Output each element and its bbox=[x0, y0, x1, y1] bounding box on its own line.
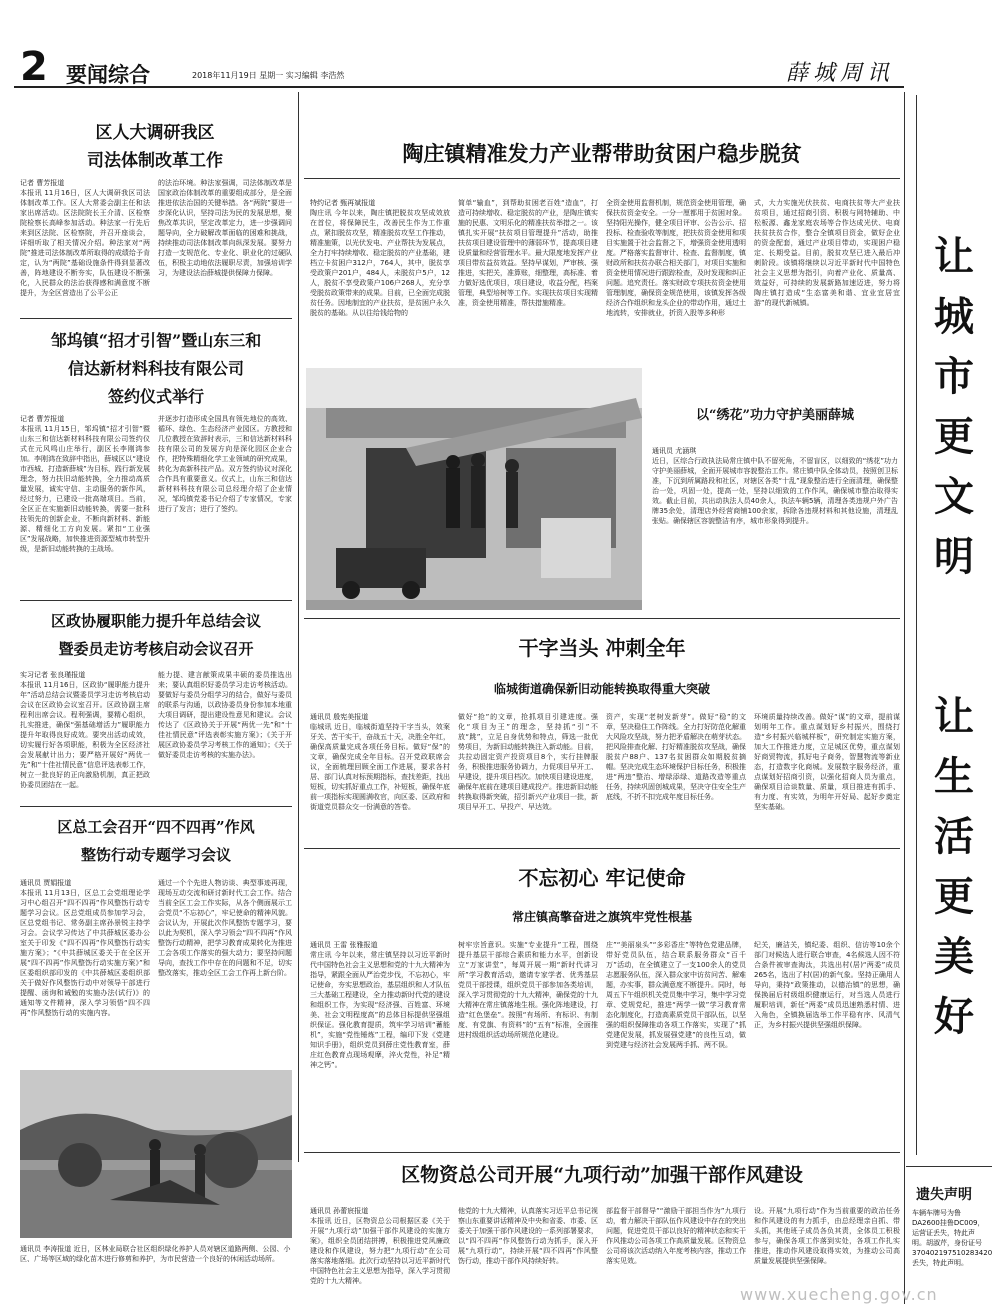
slogan-char: 市 bbox=[934, 353, 974, 400]
street-cleaning-photo bbox=[20, 1070, 292, 1238]
slogan-char: 活 bbox=[934, 813, 974, 860]
article-subtitle: 临城街道确保新旧动能转换取得重大突破 bbox=[493, 682, 710, 696]
article-title: 签约仪式举行 bbox=[107, 387, 204, 406]
section-name: 要闻综合 bbox=[66, 63, 150, 87]
article-byline: 通讯员 王雷 张雅报道 bbox=[310, 941, 378, 949]
article-body: 做好“抢”的文章，抢抓项目引建进度。强化“项目为王”的理念，坚持抓“引”不放“跳”，立足自身优势和特点，筛选一批优势项目，为新旧动能转换注入新动能。目前，共拉动固定资产投资项目8个，实行挂牌服务，积极推进服务协调力，力促项目早开工、早建设，提升项目档次。加快项目建设进度，确保年底前在建项目建成投产。推进新旧动能转换取得新突破，招引新兴产业项目一批，新项目早开工、早投产、早达效。 bbox=[458, 713, 598, 811]
article-body: 环境质量持续改善。做好“谋”的文章，提前谋划明年工作。重点谋划好乡村振兴，围绕打造“乡村振兴临城样板”，研究制定实施方案，加大工作推进力度，立足城区优势，重点谋划好商贸物流，抓好电子商务，智慧物流等新业态，打造数字化商城。发展数字服务经济，重点谋划好招商引资，以强化招商人员为重点，确保项目洽谈数量、质量，项目推进有抓手、有力度、有实效，为明年开好局、起好步奠定坚实基础。 bbox=[754, 713, 900, 811]
lead-article-title: 陶庄镇精准发力产业帮带助贫困户稳步脱贫 bbox=[402, 141, 802, 166]
section-divider bbox=[304, 618, 900, 619]
notice-title: 遗失声明 bbox=[916, 1187, 972, 1203]
lost-notice-box bbox=[906, 1176, 992, 1302]
article-byline: 通讯员 贾娟报道 bbox=[20, 879, 72, 887]
slogan-char: 让 bbox=[934, 233, 974, 280]
article-body: 树牢宗旨意识。实施“专业提升”工程，围绕提升基层干部综合素质和能力水平，创新设立“万家讲堂”，每周开展一期“新时代讲习所”学习教育活动，邀请专家学者、优秀基层党员干部授课，组织党员干部参加各类培训，深入学习贯彻党的十九大精神，确保党的十九大精神在常庄镇落地生根。强化阵地建设，打造“红色堡垒”。按照“有场所、有标识、有制度、有党旗、有资料”的“五有”标准，全面推进村级组织活动场所规范化建设。 bbox=[458, 941, 598, 1039]
article-title: 区人大调研我区 bbox=[95, 123, 215, 143]
column-rule-left bbox=[298, 92, 299, 1162]
section-divider bbox=[20, 806, 292, 807]
slogan-char: 好 bbox=[934, 993, 974, 1040]
slogan-char: 更 bbox=[934, 873, 974, 920]
article-body: 陶庄讯 今年以来，陶庄镇把脱贫攻坚成效放在首位，将保障民生，改善民生作为工作重点，紧扣脱贫攻坚，精准脱贫攻坚工作推动，精准施策，以光伏发电、产业帮扶为发展点，全力打牢持续增收、稳定脱贫的产业基础，建档立卡贫困户312户，764人，其中，脱贫享受政策户201户，484人，未脱贫户5户，12人，脱贫不享受政策户106户268人，充分享受脱贫政策带来的成果。目前，已全面完成脱贫任务。因地制宜的产业扶贫，是贫困户永久脱贫的基础。从以往给钱给物的 bbox=[310, 209, 450, 317]
article-title: 邹坞镇“招才引智”暨山东三和 bbox=[50, 331, 262, 350]
article-byline: 记者 曹芳报道 bbox=[20, 415, 65, 423]
article-title: 整饬行动专题学习会议 bbox=[80, 846, 231, 864]
newspaper-logo: 薛城周讯 bbox=[785, 61, 894, 86]
article-byline: 实习记者 张良瑾报道 bbox=[20, 671, 86, 679]
article-body: 通过一个个先进人物访谈、典型事迹再现，现场互动交流和研讨新时代工会工作。结合当前全区工会工作实际，从各个侧面展示工会党员“不忘初心”，牢记使命的精神风貌。会议认为，开展此次作风整饬专题学习，要以此为契机，深入学习领会“四不四再”作风整饬行动精神，把学习教育成果转化为推进工会各项工作落实的强大动力；要坚持问题导向，查找工作中存在的问题和不足，切实整改落实，推动全区工会工作再上新台阶。 bbox=[158, 879, 292, 977]
notice-divider bbox=[906, 1166, 992, 1167]
article-title: 干字当头 冲刺全年 bbox=[518, 636, 686, 660]
site-watermark: www.xuecheng.gov.cn bbox=[740, 1285, 938, 1304]
article-body: 部监督干部督导”“激励干部担当作为”九项行动，着力解决干部队伍作风建设中存在的突出问题，促进党员干部以良好的精神状态和实干作风推动公司各项工作高质量发展。区物资总公司将该次活动纳入年度考核内容，推动工作落实见效。 bbox=[606, 1207, 746, 1265]
article-subtitle: 常庄镇高擎奋进之旗筑牢党性根基 bbox=[511, 910, 692, 924]
slogan-char: 生 bbox=[934, 753, 974, 800]
photo-caption: 通讯员 李涛报道 近日，区林业局联合社区组织绿化养护人员对辖区道路两侧、公园、小区、广场等区域的绿化苗木进行修剪和养护，为市民营造一个良好的休闲活动场所。 bbox=[20, 1245, 291, 1263]
article-body: 他党的十九大精神，认真落实习近平总书记视察山东重要讲话精神及中央和省委、市委、区委关于加强干部作风建设的一系列部署要求，以“四不四再”作风整饬行动为抓手，深入开展“九项行动”，持续开展“四不四再”作风整饬行动，推动干部作风持续好转。 bbox=[458, 1207, 598, 1265]
article-body: 本报讯 11月15日，邹坞镇“招才引智”暨山东三和信达新材料科技有限公司签约仪式在元风鸣山庄举行，副区长李刚鸿参加。李刚鸿在致辞中指出，薛城区以“建设市西城、打造新薛城”为目标，践行新发展理念，努力扶旧动能转换，全力推动高质量发展，诚实守信、主动服务的新作风，经过努力，已建设一批高端项目。当前，全区正在实施新旧动能转换，需要一批科技领先的创新企业，不断向新材料、新能源、精细化工方向发展。紧扣“工业强区”发展战略，加快推进资源型城市转型升级，是新旧动能转换的主战场。 bbox=[20, 425, 150, 553]
article-body: 资产，实现“老树发新芽”。做好“稳”的文章，坚决稳住工作阵线。全力打好防范化解重大风险攻坚战，努力把矛盾解决在萌芽状态。把风险排查化解、打好精准脱贫攻坚战，确保脱贫户88户、137名贫困群众如期脱贫摘帽。坚决完成生态环境保护目标任务，积极推进“两违”整治、增绿添绿、道路改造等重点任务，持续巩固创城成果，坚决守住安全生产底线，不折不扣完成年度目标任务。 bbox=[606, 713, 746, 801]
article-body: 简单“输血”，到帮助贫困老百姓“造血”，打造可持续增收、稳定脱贫的产业，是陶庄镇实施的民惠、文明乐化的精准扶贫举措之一。该镇扎实开展“扶贫项目管理提升”活动，助推扶贫项目建设管理中的薄弱环节，提高项目建设质量和经营管理水平。最大限度地发挥产业项目带贫益贫效益。坚持早谋划，严审核、强推进，实把关，准算账，细整理，高标准、着力做好选优项目，项目建设，收益分配，档案管理，典型培树等工作。实现扶贫项目实现精准，资金使用精准，帮扶措施精准。 bbox=[458, 199, 598, 307]
article-title: 区物资总公司开展“九项行动”加强干部作风建设 bbox=[401, 1164, 803, 1186]
slogan-char: 更 bbox=[934, 413, 974, 460]
notice-body: 车辆车牌号为鲁DA2600挂鲁DC009，运营证丢失，特此声明。胡淑芹，身份证号370402197510283420丢失，特此声明。 bbox=[912, 1209, 993, 1267]
photo-graphic bbox=[306, 368, 642, 610]
article-body: 本报讯 11月16日，区人大调研我区司法体制改革工作。区人大常委会副主任和法家出席活动。区法院院长王介清、区检察院检察长高峰参加活动。种法家一行先后来到区法院、区检察院，并召开座谈会，详细听取了相关情况介绍。种法家对“两院”推进司法体制改革所取得的成绩给予肯定，认为“两院”基础设施条件得到显著改善，阵地建设不断夯实，队伍建设不断强化，入民群众的法治获得感和满意度不断提升，为全区营造出了公平公正 bbox=[20, 189, 150, 297]
article-body: 临城讯 近日，临城街道坚持干字当头，效案牙关、苦干实干，奋战五十天，决胜全年红，确保高质量完成各项任务目标。做好“保”的文章，确保完成全年目标。召开党政联席会议，全面梳理回顾全面工作进展，要求各村居、部门认真对标预期指标，查找差距，找出短板，切实抓好重点工作，补短板，确保年底前一项指标实现圆满收官，向区委、区政府和街道党员群众交一份满意的答卷。 bbox=[310, 723, 450, 811]
article-body: 并逐步打造形成全国具有领先地位的高效、循环、绿色、生态经济产业园区。方教授和几位教授在致辞时表示，三和信达新材料科技有限公司的发展方向是深化园区企业合作，把特殊精细化学工业领域的研究成果，转化为高新科技产品。双方签约协议对深化合作具有重要意义。仪式上，山东三和信达新材料科技有限公司总经理介绍了企业情况，邹坞镇党委书记介绍了专家情况，专家进行了发言；进行了签约。 bbox=[158, 415, 292, 513]
article-body: 纪关，廉洁关，镇纪委、组织、信访等10余个部门对候选人进行联合审查，4名候选人因不符合条件被审查淘汰，共选出村(居)“两委”成员265名，选出了村(居)的新气象。坚持正确用人导向，秉持“政策推动，以德治镇”的思想，确保换届后村级组织健康运行，对当选人员进行履职培训，新任“两委”成员迅速熟悉村情、进入角色，全镇换届选举工作平稳有序、风清气正，为乡村振兴提供坚强组织保障。 bbox=[754, 941, 900, 1029]
article-title: 不忘初心 牢记使命 bbox=[518, 866, 686, 890]
article-body: 全资金使用监督机制，规范资金使用管理，确保扶贫资金安全。一分一厘都用于贫困对象。坚持阳光操作，健全项目评审、公告公示、招投标、检查验收等制度，把扶贫资金使用和项目实施置于社会监督之下，增强资金使用透明度。严格落实监督审计、检查、监督制度，镇财政所和扶贫办联合相关部门，对项目实施和资金使用情况进行跟踪检查，及时发现和纠正问题。追究责任。落实财政专项扶贫资金使用管理制度，确保资金规范使用，该镇发挥各级经济合作组织和龙头企业的带动作用，通过土地流转，安排就业，折资入股等多种形 bbox=[606, 199, 746, 317]
slogan-char: 文 bbox=[934, 473, 974, 520]
issue-line: 2018年11月19日 星期一 实习编辑 李浩然 bbox=[192, 71, 345, 80]
page-number: 2 bbox=[20, 44, 48, 90]
shop-sign-removal-photo bbox=[306, 368, 642, 610]
article-body: 本报讯 11月13日，区总工会党组理论学习中心组召开“四不四再”作风整饬行动专题学习会议。区总党组成员参加学习会，区总党组书记、常务副主席孙景锐主持学习会。会议学习传达了中共薛城区委办公室关于印发《“四不四再”作风整饬行动实施方案》；“《中共薛城区委关于在全区开展“四不四再”作风整饬行动实施方案》”和区委组织部印发的《中共薛城区委组织部关于做好作风整饬行动中对领导干部进行提醒、函询和诫勉的实施办法(试行)》的通知等文件精神，深入学习领悟“四不四再”作风整饬行动的实施内容。 bbox=[20, 889, 150, 1017]
article-body: 庄”“美丽泉头”“多彩香庄”等特色党建品牌，带好党员队伍，结合联系服务群众“百千万”活动，在全镇建立了一支100余人的党员志愿服务队伍，深入群众家中访贫问苦、解难题，办实事，群众满意度不断提升。同时，每周五下午组织机关党员集中学习，集中学习党章、党规党纪，推进“两学一做”学习教育常态化制度化，打造高素质党员干部队伍，以坚强的组织保障推动各项工作落实，实现了“抓党建促发展，抓发展强党建”的良性互动，做到党建与经济社会发展两手抓、两不误。 bbox=[606, 941, 746, 1049]
slogan-char: 城 bbox=[934, 293, 974, 340]
slogan-column bbox=[916, 95, 990, 1155]
slogan-char: 明 bbox=[934, 533, 974, 580]
article-body: 近日，区综合行政执法局常庄镇中队不留死角，不留盲区，以细致的“绣花”功力守护美丽薛城，全面开展城市容貌整治工作。常庄镇中队全体动员，按照创卫标准，下沉到所属路段和社区，对辖区各类“十乱”现象整治进行全面清理，确保整治一处，巩固一处，提高一处，坚持以细致的工作作风，确保城市整治取得实效。截止目前，共出动执法人员40余人，执法车辆5辆，清理各类违规户外广告牌35余处，清理店外经营商铺100余家，拆除各违规材料和其他设施，清理乱张贴。确保辖区容貌整洁有序，城市形象得到提升。 bbox=[652, 457, 898, 525]
section-divider bbox=[304, 1152, 900, 1153]
article-title: 区总工会召开“四不四再”作风 bbox=[57, 818, 255, 836]
article-body: 本报讯 近日，区物资总公司根据区委《关于开展“九项行动”加强干部作风建设的实施方案》，组织全员团结拼搏，积极推进党风廉政建设和作风建设，努力把“九项行动”在公司落实落地落细。此次行动坚持以习近平新时代中国特色社会主义思想为指导，深入学习贯彻党的十九大精神。 bbox=[310, 1217, 450, 1285]
article-body: 能力提、建言献策成果丰硕的委员推选出来；要认真组织好委员学习走访考核活动。要做好与委员分组学习的结合，做好与委员的联系与沟通，以政协委员身份参加本地重大项目调研，提出建设性意见和建议。会议传达了《区政协关于开展“两优一先”和“十佳社情民意”评选表彰实施方案》；《关于开展区政协委员学习考核工作的通知》；《关于做好委员走访考核的实施办法》。 bbox=[158, 671, 292, 759]
article-body: 设。开展“九项行动”作为当前重要的政治任务和作风建设的有力抓手，由总经理亲自抓、带头抓，其他班子成员各负其责，全体员工积极参与，确保各项工作落到实处，各项工作扎实推进，推动作风建设取得实效，为推动公司高质量发展提供坚强保障。 bbox=[754, 1207, 900, 1265]
article-byline: 通讯员 尤涵琪 bbox=[652, 447, 697, 455]
column-rule-right bbox=[904, 92, 905, 1304]
article-title: 信达新材料科技有限公司 bbox=[67, 359, 244, 378]
article-title: 司法体制改革工作 bbox=[87, 151, 223, 171]
photo-graphic bbox=[20, 1070, 292, 1238]
section-divider bbox=[20, 318, 292, 319]
slogan-char: 让 bbox=[934, 693, 974, 740]
article-byline: 特约记者 甄再斌报道 bbox=[310, 199, 376, 207]
article-body: 式，大力实施光伏扶贫、电商扶贫等大产业扶贫项目，通过招商引资、积极与网特辅助、中松板源、鑫龙家庭农场等合作达成光伏、电商扶贫扶贫合作，整合全镇项目资金，做好企业的资金配套，通过产业项目带动，实现困户稳定、长期受益。目前，脱贫攻坚已进入最后冲刺阶段。该镇将继续以习近平新时代中国特色社会主义思想为指引，向着产业化、质量高、效益好，可持续的发展新路加速迈进，努力将陶庄镇打造成“生态富美和谐、宜业宜居宜游”的现代新城镇。 bbox=[754, 199, 900, 307]
article-body: 常庄讯 今年以来，常庄镇坚持以习近平新时代中国特色社会主义思想和党的十九大精神为指导，紧跟全面从严治党步伐，不忘初心，牢记使命，夯实思想政治，基层组织和人才队伍三大基础工程建设，全力推动新时代党的建设和组织工作，为实现“经济强、百姓富、环境美、社会文明程度高”的总体目标提供坚强组织保证。强化教育提质，筑牢学习培训“蓄能机”，实施“党性锤炼”工程，编印下发《党建知识手册》，组织党员到薛庄党性教育室，薛庄红色教育点现场观摩，淬火党性，补足“精神之钙”。 bbox=[310, 951, 450, 1069]
slogan-char: 美 bbox=[934, 933, 974, 980]
page-header bbox=[14, 44, 904, 90]
article-title: 区政协履职能力提升年总结会议 bbox=[50, 612, 261, 630]
article-body: 本报讯 11月16日，区政协“履职能力提升年”活动总结会议暨委员学习走访考核启动会议在区政协会议室召开。区政协副主席程利出席会议。程利强调，要精心组织，扎实推进，确保“强基础增活力”履职能力提升年取得良好成效。要突出活动成效，切实履行好各项职能，积极为全区经济社会发展献计出力；要严格开展好“两优一先”和“十佳社情民意”信息评选表彰工作，树立一批良好的正向激励机制，真正把政协委员团结在一起。 bbox=[20, 681, 150, 789]
article-byline: 记者 曹芳报道 bbox=[20, 179, 65, 187]
article-byline: 通讯员 孙蕾宸报道 bbox=[310, 1207, 369, 1215]
article-title: 暨委员走访考核启动会议召开 bbox=[58, 640, 254, 658]
article-byline: 通讯员 殷宪美报道 bbox=[310, 713, 369, 721]
section-divider bbox=[304, 848, 900, 849]
section-divider bbox=[304, 178, 900, 179]
article-body: 的法治环境。种法家强调，司法体制改革是国家政治体制改革的重要组成部分，是全面推进依法治国的关键举措。各“两院”要进一步深化认识，坚持司法为民的发展思想，聚焦改革共识，坚定改革定力，进一步强调问题导向，全力破解改革面临的困难和挑战，持续推动司法体制改革向纵深发展。要努力打造一支规范化、专业化、职业化的过硬队伍，积极主动地依法履职尽责，加强培训学习，为建设法治薛城提供保障力保障。 bbox=[158, 179, 292, 277]
section-divider bbox=[20, 600, 292, 601]
article-title: 以“绣花”功力守护美丽薛城 bbox=[696, 408, 854, 423]
